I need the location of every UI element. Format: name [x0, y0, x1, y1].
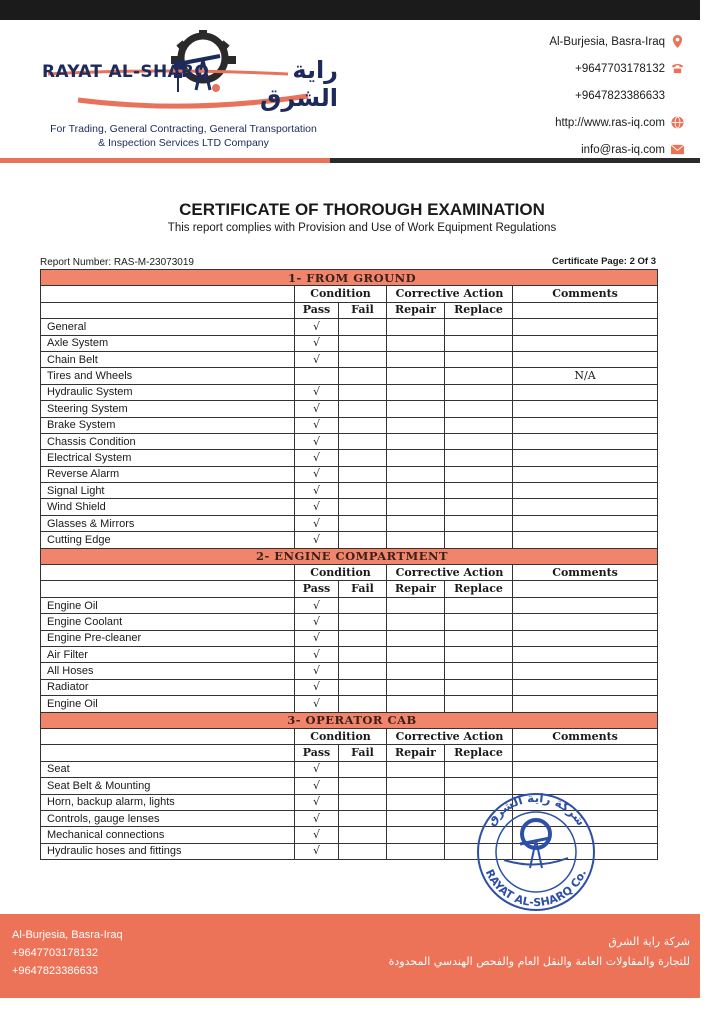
contact-phone-2 [549, 82, 684, 109]
item-name: Reverse Alarm [41, 466, 295, 482]
section-header [41, 548, 658, 564]
item-name: Cutting Edge [41, 532, 295, 548]
replace-cell [445, 761, 513, 777]
repair-cell [387, 843, 445, 859]
comment-cell [513, 335, 658, 351]
table-row [41, 483, 658, 499]
fail-cell [339, 646, 387, 662]
table-row [41, 663, 658, 679]
fail-cell [339, 827, 387, 843]
footer-bar [0, 914, 700, 998]
tagline-line-2: & Inspection Services LTD Company [98, 137, 269, 149]
comments-header: Comments [513, 728, 658, 744]
comment-cell [513, 515, 658, 531]
comment-cell: N/A [513, 368, 658, 384]
repair-cell [387, 679, 445, 695]
pass-check: √ [295, 401, 339, 417]
section-header [41, 712, 658, 728]
pass-check: √ [295, 483, 339, 499]
contact-website [549, 109, 684, 136]
pass-check: √ [295, 335, 339, 351]
repair-cell [387, 663, 445, 679]
pass-check: √ [295, 810, 339, 826]
fail-header: Fail [339, 302, 387, 318]
replace-cell [445, 335, 513, 351]
comment-cell [513, 319, 658, 335]
fail-cell [339, 663, 387, 679]
replace-header: Replace [445, 302, 513, 318]
email-icon [671, 143, 684, 156]
pass-check: √ [295, 466, 339, 482]
pass-check: √ [295, 597, 339, 613]
pass-check: √ [295, 319, 339, 335]
replace-cell [445, 499, 513, 515]
repair-cell [387, 778, 445, 794]
fail-cell [339, 843, 387, 859]
blank-header-cell [41, 565, 295, 581]
table-row [41, 417, 658, 433]
item-name: Horn, backup alarm, lights [41, 794, 295, 810]
replace-cell [445, 679, 513, 695]
fail-cell [339, 532, 387, 548]
item-name: Tires and Wheels [41, 368, 295, 384]
item-name: Engine Coolant [41, 614, 295, 630]
repair-cell [387, 319, 445, 335]
tagline-line-1: For Trading, General Contracting, General Transportation [50, 123, 317, 135]
replace-cell [445, 696, 513, 712]
fail-cell [339, 433, 387, 449]
comment-cell [513, 433, 658, 449]
replace-cell [445, 351, 513, 367]
column-sub-header [41, 745, 658, 761]
fail-cell [339, 417, 387, 433]
table-row [41, 532, 658, 548]
repair-cell [387, 351, 445, 367]
table-row [41, 466, 658, 482]
phone-1-text[interactable]: +9647703178132 [575, 62, 665, 75]
table-row [41, 696, 658, 712]
pass-check: √ [295, 761, 339, 777]
item-name: Seat [41, 761, 295, 777]
replace-cell [445, 401, 513, 417]
repair-cell [387, 646, 445, 662]
repair-cell [387, 499, 445, 515]
pass-check: √ [295, 679, 339, 695]
pass-check: √ [295, 843, 339, 859]
repair-header: Repair [387, 581, 445, 597]
replace-cell [445, 630, 513, 646]
fail-cell [339, 384, 387, 400]
pass-check: √ [295, 417, 339, 433]
footer-contacts [12, 926, 123, 980]
repair-cell [387, 630, 445, 646]
pass-check: √ [295, 433, 339, 449]
blank-header-cell [41, 302, 295, 318]
column-sub-header [41, 581, 658, 597]
fail-header: Fail [339, 581, 387, 597]
condition-header: Condition [295, 728, 387, 744]
pass-check: √ [295, 515, 339, 531]
repair-cell [387, 450, 445, 466]
repair-cell [387, 401, 445, 417]
item-name: Glasses & Mirrors [41, 515, 295, 531]
fail-cell [339, 466, 387, 482]
comment-cell [513, 483, 658, 499]
company-stamp [468, 790, 604, 919]
table-row [41, 319, 658, 335]
fail-cell [339, 597, 387, 613]
blank-header-cell [513, 302, 658, 318]
footer-arabic-line-2: للتجارة والمقاولات العامة والنقل العام والفحص الهندسي المحدودة [388, 955, 690, 968]
comment-cell [513, 499, 658, 515]
fail-cell [339, 614, 387, 630]
table-row [41, 499, 658, 515]
pass-header: Pass [295, 581, 339, 597]
fail-cell [339, 401, 387, 417]
comment-cell [513, 696, 658, 712]
item-name: Mechanical connections [41, 827, 295, 843]
fail-cell [339, 778, 387, 794]
pass-header: Pass [295, 302, 339, 318]
footer-arabic-name [389, 932, 690, 972]
column-group-header [41, 565, 658, 581]
stamp-bottom-text: RAYAT AL-SHARQ Co. [482, 867, 590, 910]
corrective-action-header: Corrective Action [387, 286, 513, 302]
fail-cell [339, 351, 387, 367]
pass-check: √ [295, 696, 339, 712]
contact-phone-1 [549, 55, 684, 82]
fail-cell [339, 630, 387, 646]
stamp-top-text: شركة راية الشرق [483, 790, 589, 829]
svg-text:RAYAT AL-SHARQ Co. [483, 867, 589, 909]
replace-cell [445, 663, 513, 679]
comment-cell [513, 597, 658, 613]
fail-cell [339, 499, 387, 515]
replace-cell [445, 417, 513, 433]
item-name: Steering System [41, 401, 295, 417]
footer-phone-2: +9647823386633 [12, 965, 98, 977]
item-name: General [41, 319, 295, 335]
item-name: Air Filter [41, 646, 295, 662]
comment-cell [513, 384, 658, 400]
comment-cell [513, 646, 658, 662]
repair-cell [387, 384, 445, 400]
column-group-header [41, 286, 658, 302]
section-title: 1- FROM GROUND [41, 270, 658, 286]
item-name: Signal Light [41, 483, 295, 499]
pass-check: √ [295, 499, 339, 515]
item-name: Electrical System [41, 450, 295, 466]
fail-cell [339, 335, 387, 351]
svg-text:شركة راية الشرق [484, 791, 588, 828]
table-row [41, 597, 658, 613]
fail-header: Fail [339, 745, 387, 761]
condition-header: Condition [295, 565, 387, 581]
fail-cell [339, 368, 387, 384]
item-name: All Hoses [41, 663, 295, 679]
item-name: Engine Oil [41, 597, 295, 613]
comment-cell [513, 614, 658, 630]
repair-cell [387, 335, 445, 351]
comment-cell [513, 663, 658, 679]
item-name: Hydraulic System [41, 384, 295, 400]
table-row [41, 646, 658, 662]
top-bar [0, 0, 700, 20]
blank-header-cell [41, 286, 295, 302]
repair-cell [387, 466, 445, 482]
comment-cell [513, 351, 658, 367]
company-tagline [0, 122, 367, 150]
comment-cell [513, 630, 658, 646]
fail-cell [339, 794, 387, 810]
repair-cell [387, 614, 445, 630]
phone-2-text[interactable]: +9647823386633 [575, 89, 665, 102]
item-name: Engine Pre-cleaner [41, 630, 295, 646]
corrective-action-header: Corrective Action [387, 565, 513, 581]
repair-cell [387, 532, 445, 548]
table-row [41, 679, 658, 695]
comment-cell [513, 679, 658, 695]
blank-header-cell [41, 581, 295, 597]
inspection-table [40, 269, 658, 860]
header-separator-orange [0, 158, 330, 163]
email-link[interactable]: info@ras-iq.com [581, 143, 665, 156]
section-title: 2- ENGINE COMPARTMENT [41, 548, 658, 564]
table-row [41, 614, 658, 630]
address-text: Al-Burjesia, Basra-Iraq [549, 35, 665, 48]
item-name: Wind Shield [41, 499, 295, 515]
repair-cell [387, 433, 445, 449]
pass-check: √ [295, 532, 339, 548]
table-row [41, 368, 658, 384]
globe-icon [671, 116, 684, 129]
table-row [41, 515, 658, 531]
replace-cell [445, 614, 513, 630]
condition-header: Condition [295, 286, 387, 302]
logo-english-name: RAYAT AL-SHARQ [42, 62, 210, 82]
replace-cell [445, 515, 513, 531]
repair-header: Repair [387, 302, 445, 318]
pass-check: √ [295, 351, 339, 367]
section-title: 3- OPERATOR CAB [41, 712, 658, 728]
table-row [41, 335, 658, 351]
header-separator-dark [330, 158, 700, 163]
comment-cell [513, 532, 658, 548]
pass-check: √ [295, 646, 339, 662]
pass-check: √ [295, 794, 339, 810]
item-name: Controls, gauge lenses [41, 810, 295, 826]
item-name: Engine Oil [41, 696, 295, 712]
comment-cell [513, 450, 658, 466]
column-sub-header [41, 302, 658, 318]
fail-cell [339, 679, 387, 695]
blank-header-cell [41, 745, 295, 761]
pass-check: √ [295, 827, 339, 843]
table-row [41, 351, 658, 367]
fail-cell [339, 450, 387, 466]
replace-cell [445, 466, 513, 482]
repair-header: Repair [387, 745, 445, 761]
table-row [41, 433, 658, 449]
replace-header: Replace [445, 581, 513, 597]
replace-cell [445, 450, 513, 466]
location-pin-icon [671, 35, 684, 48]
footer-address: Al-Burjesia, Basra-Iraq [12, 929, 123, 941]
item-name: Seat Belt & Mounting [41, 778, 295, 794]
blank-header-cell [513, 581, 658, 597]
fail-cell [339, 696, 387, 712]
document-subtitle: This report complies with Provision and Use of Work Equipment Regulations [167, 222, 557, 234]
replace-header: Replace [445, 745, 513, 761]
item-name: Hydraulic hoses and fittings [41, 843, 295, 859]
pass-check: √ [295, 663, 339, 679]
table-row [41, 761, 658, 777]
section-header [41, 270, 658, 286]
blank-header-cell [41, 728, 295, 744]
corrective-action-header: Corrective Action [387, 728, 513, 744]
logo-arabic-name: راية الشرق [259, 56, 338, 112]
column-group-header [41, 728, 658, 744]
stamp-seal-icon [468, 790, 604, 914]
repair-cell [387, 696, 445, 712]
fail-cell [339, 483, 387, 499]
certificate-page: Certificate Page: 2 Of 3 [551, 256, 656, 267]
item-name: Radiator [41, 679, 295, 695]
repair-cell [387, 761, 445, 777]
pass-check [295, 368, 339, 384]
website-link[interactable]: http://www.ras-iq.com [555, 116, 665, 129]
replace-cell [445, 384, 513, 400]
footer-arabic-line-1: شركة راية الشرق [608, 935, 690, 948]
repair-cell [387, 368, 445, 384]
replace-cell [445, 368, 513, 384]
table-row [41, 630, 658, 646]
phone-icon [671, 62, 684, 75]
blank-header-cell [513, 745, 658, 761]
table-row [41, 384, 658, 400]
pass-check: √ [295, 450, 339, 466]
replace-cell [445, 646, 513, 662]
replace-cell [445, 319, 513, 335]
comment-cell [513, 417, 658, 433]
contact-block [549, 28, 684, 163]
fail-cell [339, 515, 387, 531]
repair-cell [387, 794, 445, 810]
document-title: CERTIFICATE OF THOROUGH EXAMINATION [179, 200, 545, 219]
repair-cell [387, 417, 445, 433]
footer-phone-1: +9647703178132 [12, 947, 98, 959]
comment-cell [513, 761, 658, 777]
report-number: Report Number: RAS-M-23073019 [40, 257, 194, 268]
comment-cell [513, 466, 658, 482]
company-logo [38, 30, 338, 120]
replace-cell [445, 483, 513, 499]
fail-cell [339, 319, 387, 335]
comments-header: Comments [513, 565, 658, 581]
replace-cell [445, 433, 513, 449]
fail-cell [339, 810, 387, 826]
repair-cell [387, 810, 445, 826]
replace-cell [445, 532, 513, 548]
repair-cell [387, 827, 445, 843]
repair-cell [387, 597, 445, 613]
repair-cell [387, 515, 445, 531]
item-name: Brake System [41, 417, 295, 433]
comments-header: Comments [513, 286, 658, 302]
pass-check: √ [295, 630, 339, 646]
item-name: Chain Belt [41, 351, 295, 367]
replace-cell [445, 597, 513, 613]
table-row [41, 401, 658, 417]
pass-check: √ [295, 614, 339, 630]
repair-cell [387, 483, 445, 499]
item-name: Chassis Condition [41, 433, 295, 449]
item-name: Axle System [41, 335, 295, 351]
table-row [41, 450, 658, 466]
comment-cell [513, 401, 658, 417]
fail-cell [339, 761, 387, 777]
pass-check: √ [295, 384, 339, 400]
contact-address [549, 28, 684, 55]
pass-header: Pass [295, 745, 339, 761]
pass-check: √ [295, 778, 339, 794]
